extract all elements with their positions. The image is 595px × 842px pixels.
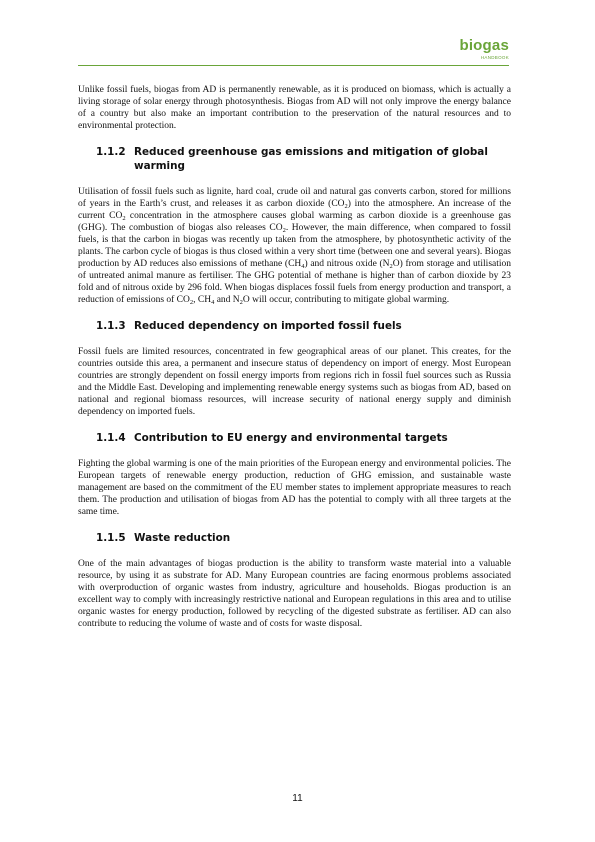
logo-subtitle: HANDBOOK [480, 55, 509, 60]
section-heading-1-1-5 [96, 531, 511, 545]
page-number: 11 [292, 793, 303, 804]
section-body-1-1-3: Fossil fuels are limited resources, concentrated in few geographical areas of our planet. This creates, for the countries outside this area, a permanent and insecure status of dependency on import of energy. Most European countries are strongly dependent on fossil energy imports from regions rich in fossil fuel sources such as Russia and the Middle East. Developing and implementing renewable energy systems such as biogas from AD, based on national and regional biomass resources, will increase security of national energy supply and diminish dependency on imported fuels. [78, 347, 511, 417]
logo-word: biogas [459, 37, 509, 54]
section-body-1-1-5: One of the main advantages of biogas production is the ability to transform waste material into a valuable resource, by using it as substrate for AD. Many European countries are facing enormous problems associated with overproduction of organic wastes from industry, agriculture and households. Biogas production is an excellent way to comply with increasingly restrictive national and European regulations in this area and to utilise organic wastes for energy production, followed by recycling of the digested substrate as fertiliser. AD can also contribute to reducing the volume of waste and of costs for waste disposal. [78, 559, 511, 629]
section-title: Contribution to EU energy and environmental targets [134, 432, 448, 444]
section-number: 1.1.3 [96, 320, 126, 332]
page-content [78, 84, 511, 643]
section-title: Waste reduction [134, 532, 231, 544]
section-body-1-1-4: Fighting the global warming is one of the main priorities of the European energy and environmental policies. The European targets of renewable energy production, reduction of GHG emission, and sustainable waste management are based on the commitment of the EU member states to implement appropriate measures to reach them. The production and utilisation of biogas from AD has the potential to comply with all three targets at the same time. [78, 459, 511, 517]
intro-paragraph: Unlike fossil fuels, biogas from AD is permanently renewable, as it is produced on biomass, which is actually a living storage of solar energy through photosynthesis. Biogas from AD will not only improve the energy balance of a country but also make an important contribution to the preservation of the natural resources and to environmental protection. [78, 85, 511, 131]
section-heading-1-1-3 [96, 319, 511, 333]
section-title: Reduced dependency on imported fossil fuels [134, 320, 402, 332]
section-body-1-1-2: Utilisation of fossil fuels such as lignite, hard coal, crude oil and natural gas converts carbon, stored for millions of years in the Earth’s crust, and releases it as carbon dioxide $(CO_2)$ into the atmosphere. An increase of the current $CO_2$ concentration in the atmosphere causes global warming as carbon dioxide is a greenhouse gas (GHG). The combustion of biogas also releases $CO_2$. However, the main difference, when compared to fossil fuels, is that the carbon in biogas was recently up taken from the atmosphere, by photosynthetic activity of the plants. The carbon cycle of biogas is thus closed within a very short time (between one and several years). Biogas production by AD reduces also emissions of methane $(CH_4)$ and nitrous oxide $(N_2O)$ from storage and utilisation of untreated animal manure as fertiliser. The GHG potential of methane is higher than of carbon dioxide by 23 fold and of nitrous oxide by 296 fold. When biogas displaces fossil fuels from energy production and transport, a reduction of emissions of $CO_2$, $CH_4$ and $N_2O$ will occur, contributing to mitigate global warming. [78, 187, 512, 306]
section-number: 1.1.5 [96, 532, 126, 544]
section-heading-1-1-2 [96, 145, 511, 173]
section-heading-1-1-4 [96, 431, 511, 445]
biogas-handbook-logo [459, 38, 509, 60]
section-number: 1.1.2 [96, 146, 126, 158]
header-rule [78, 65, 509, 66]
section-title: Reduced greenhouse gas emissions and mitigation of global warming [134, 146, 488, 172]
section-number: 1.1.4 [96, 432, 126, 444]
